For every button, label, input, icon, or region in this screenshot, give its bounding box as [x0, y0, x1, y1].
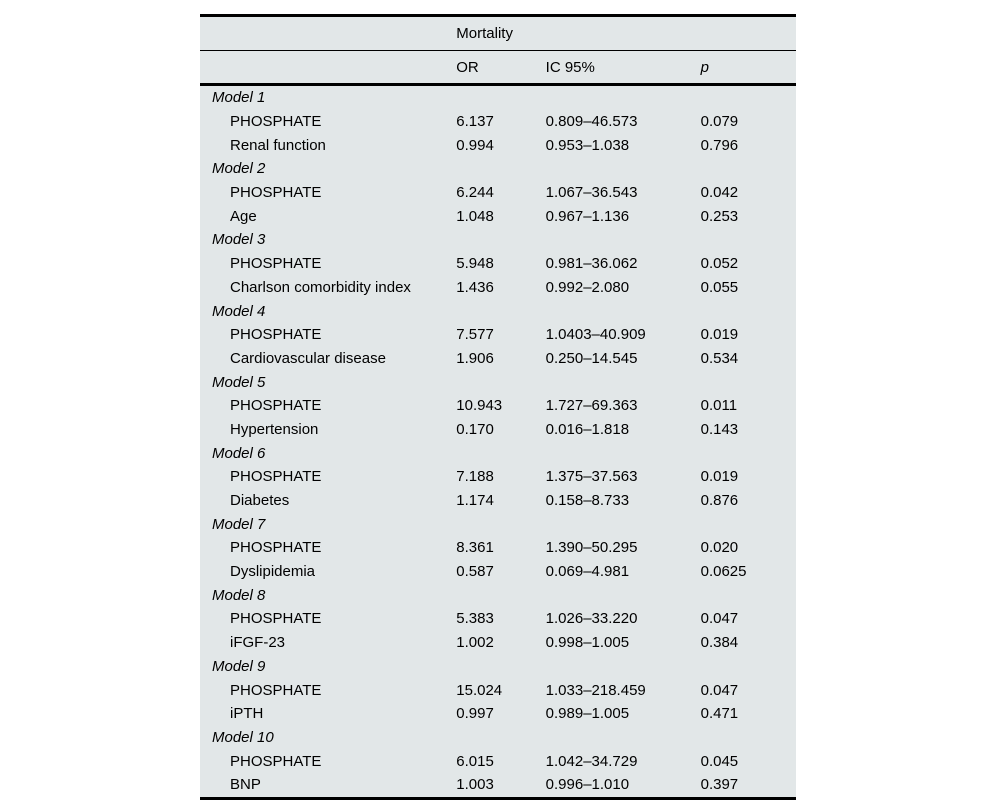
model-label: Model 4	[212, 302, 266, 320]
p-value: 0.079	[700, 113, 739, 131]
row-label: Dyslipidemia	[230, 563, 316, 581]
model-label: Model 5	[212, 373, 266, 391]
p-value: 0.020	[700, 539, 739, 557]
column-header-p: p	[701, 51, 796, 85]
row-label: Cardiovascular disease	[230, 349, 386, 367]
or-value: 6.244	[456, 184, 494, 202]
p-value: 0.796	[700, 136, 739, 154]
p-value: 0.534	[700, 349, 739, 367]
p-value: 0.397	[700, 776, 739, 794]
ic95-value: 0.996–1.010	[545, 776, 630, 794]
or-value: 1.048	[456, 207, 494, 225]
or-value: 0.170	[456, 420, 494, 438]
p-value: 0.019	[700, 326, 739, 344]
table-row	[200, 133, 796, 157]
model-label: Model 10	[212, 728, 274, 746]
ic95-value: 0.016–1.818	[545, 420, 630, 438]
span-header-row	[200, 17, 796, 51]
column-header-empty	[200, 51, 456, 85]
p-value: 0.045	[700, 752, 739, 770]
table-row	[200, 465, 796, 489]
ic95-value: 1.033–218.459	[545, 681, 646, 699]
model-group-header	[200, 583, 796, 607]
table-row	[200, 276, 796, 300]
ic95-value: 0.967–1.136	[545, 207, 630, 225]
table-row	[200, 489, 796, 513]
or-value: 1.174	[456, 492, 494, 510]
model-label: Model 9	[212, 657, 266, 675]
model-group-header	[200, 157, 796, 181]
or-value: 7.188	[456, 468, 494, 486]
or-value: 0.587	[456, 563, 494, 581]
p-value: 0.052	[700, 255, 739, 273]
model-label: Model 2	[212, 160, 266, 178]
table-row	[200, 631, 796, 655]
model-label: Model 7	[212, 515, 266, 533]
table-row	[200, 607, 796, 631]
ic95-value: 1.042–34.729	[545, 752, 638, 770]
or-value: 5.383	[456, 610, 494, 628]
or-value: 8.361	[456, 539, 494, 557]
ic95-value: 1.390–50.295	[545, 539, 638, 557]
ic95-value: 1.0403–40.909	[545, 326, 646, 344]
row-label: PHOSPHATE	[230, 113, 322, 131]
span-header-spacer	[200, 17, 456, 51]
p-value: 0.011	[700, 397, 738, 415]
p-value: 0.047	[700, 681, 739, 699]
table-row	[200, 773, 796, 797]
model-label: Model 1	[212, 89, 266, 107]
ic95-value: 1.067–36.543	[545, 184, 638, 202]
or-value: 10.943	[456, 397, 503, 415]
row-label: PHOSPHATE	[230, 468, 322, 486]
row-label: PHOSPHATE	[230, 610, 322, 628]
or-value: 1.003	[456, 776, 494, 794]
table-body	[200, 85, 796, 797]
model-group-header	[200, 655, 796, 679]
model-group-header	[200, 85, 796, 110]
row-label: PHOSPHATE	[230, 255, 322, 273]
table-row	[200, 252, 796, 276]
or-value: 7.577	[456, 326, 494, 344]
table-row	[200, 347, 796, 371]
row-label: Diabetes	[230, 492, 290, 510]
p-value: 0.019	[700, 468, 739, 486]
row-label: Renal function	[230, 136, 326, 154]
column-header-or: OR	[456, 51, 545, 85]
ic95-value: 0.981–36.062	[545, 255, 638, 273]
table-row	[200, 110, 796, 134]
model-group-header	[200, 370, 796, 394]
ic95-value: 0.069–4.981	[545, 563, 630, 581]
table-row	[200, 749, 796, 773]
span-header-mortality: Mortality	[456, 17, 796, 51]
table-row	[200, 323, 796, 347]
table-row	[200, 536, 796, 560]
ic95-value: 1.026–33.220	[545, 610, 638, 628]
p-value: 0.143	[700, 420, 739, 438]
table-row	[200, 204, 796, 228]
model-group-header	[200, 512, 796, 536]
p-value: 0.876	[700, 492, 739, 510]
mortality-table	[200, 14, 796, 800]
or-value: 6.137	[456, 113, 494, 131]
p-value: 0.471	[700, 705, 739, 723]
model-group-header	[200, 228, 796, 252]
column-header-ic95: IC 95%	[546, 51, 701, 85]
or-value: 1.002	[456, 634, 494, 652]
results-table	[200, 17, 796, 797]
or-value: 1.906	[456, 349, 494, 367]
ic95-value: 1.727–69.363	[545, 397, 638, 415]
ic95-value: 0.953–1.038	[545, 136, 630, 154]
row-label: PHOSPHATE	[230, 752, 322, 770]
column-header-row	[200, 51, 796, 85]
ic95-value: 0.989–1.005	[545, 705, 630, 723]
row-label: Charlson comorbidity index	[230, 278, 411, 296]
or-value: 0.994	[456, 136, 494, 154]
p-value: 0.253	[700, 207, 739, 225]
p-value: 0.055	[700, 278, 739, 296]
or-value: 6.015	[456, 752, 494, 770]
row-label: Age	[230, 207, 257, 225]
row-label: PHOSPHATE	[230, 681, 322, 699]
row-label: PHOSPHATE	[230, 397, 322, 415]
row-label: iFGF-23	[230, 634, 286, 652]
or-value: 15.024	[456, 681, 503, 699]
p-value: 0.042	[700, 184, 739, 202]
table-row	[200, 394, 796, 418]
row-label: Hypertension	[230, 420, 319, 438]
ic95-value: 0.992–2.080	[545, 278, 630, 296]
p-value: 0.384	[700, 634, 739, 652]
model-label: Model 3	[212, 231, 266, 249]
ic95-value: 0.809–46.573	[545, 113, 638, 131]
table-row	[200, 560, 796, 584]
row-label: PHOSPHATE	[230, 326, 322, 344]
ic95-value: 0.158–8.733	[545, 492, 630, 510]
model-group-header	[200, 726, 796, 750]
ic95-value: 0.250–14.545	[545, 349, 638, 367]
model-group-header	[200, 299, 796, 323]
ic95-value: 0.998–1.005	[545, 634, 630, 652]
table-row	[200, 702, 796, 726]
model-group-header	[200, 441, 796, 465]
or-value: 0.997	[456, 705, 494, 723]
row-label: PHOSPHATE	[230, 184, 322, 202]
ic95-value: 1.375–37.563	[545, 468, 638, 486]
table-row	[200, 418, 796, 442]
model-label: Model 6	[212, 444, 266, 462]
table-row	[200, 678, 796, 702]
or-value: 5.948	[456, 255, 494, 273]
model-label: Model 8	[212, 586, 266, 604]
or-value: 1.436	[456, 278, 494, 296]
row-label: PHOSPHATE	[230, 539, 322, 557]
row-label: iPTH	[230, 705, 264, 723]
p-value: 0.0625	[700, 563, 747, 581]
p-value: 0.047	[700, 610, 739, 628]
row-label: BNP	[230, 776, 261, 794]
table-row	[200, 181, 796, 205]
